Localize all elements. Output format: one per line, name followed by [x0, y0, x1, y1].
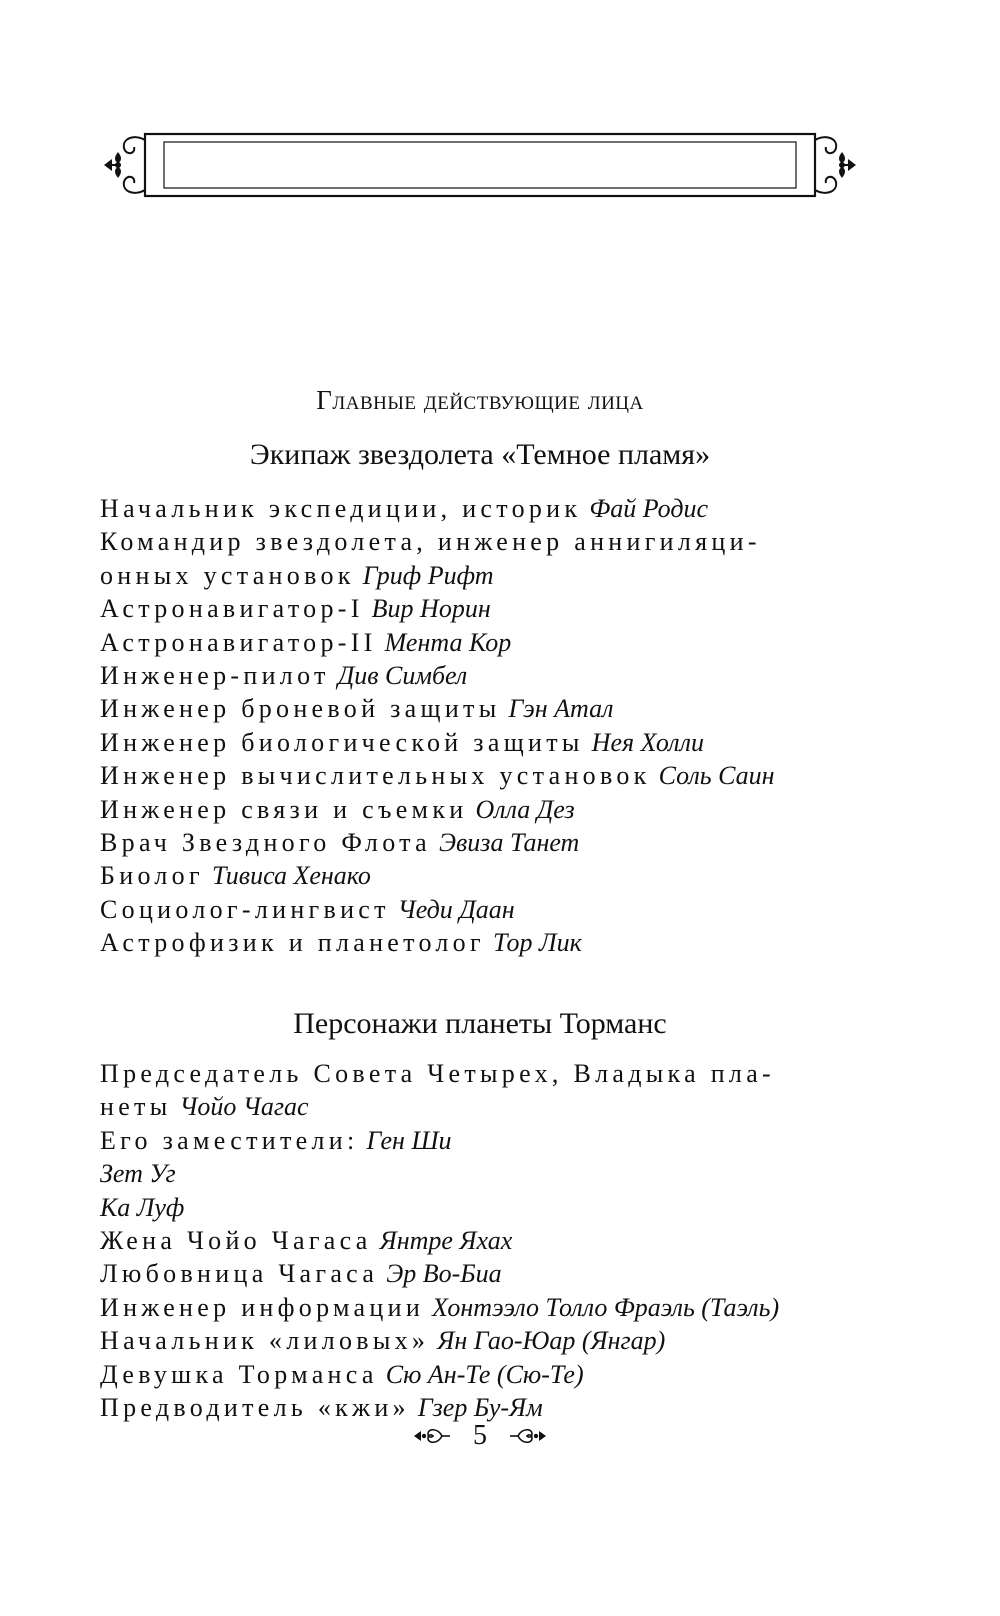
list-item: [100, 692, 860, 725]
list-item: [100, 1157, 860, 1190]
role-text: Командир звездолета, инженер аннигиляци-: [100, 527, 761, 557]
list-item: [100, 1124, 860, 1157]
character-name: Див Симбел: [337, 660, 468, 690]
character-name: Гриф Рифт: [362, 560, 494, 590]
character-name: Ген Ши: [366, 1125, 452, 1155]
list-item: [100, 659, 860, 692]
role-text: Врач Звездного Флота: [100, 827, 431, 857]
role-text: неты: [100, 1092, 172, 1122]
role-text: Инженер связи и съемки: [100, 794, 468, 824]
role-text: Социолог-лингвист: [100, 894, 390, 924]
header-ornament-frame: [100, 130, 860, 200]
list-item: [100, 492, 860, 525]
character-name: Чеди Даан: [397, 894, 515, 924]
list-item: [100, 793, 860, 826]
character-name: Эр Во-Биа: [386, 1259, 502, 1289]
character-name: Ян Гао-Юар (Янгар): [437, 1326, 666, 1356]
role-text: Инженер вычислительных установок: [100, 761, 651, 791]
role-text: Предводитель «кжи»: [100, 1392, 410, 1422]
page-number: 5: [473, 1419, 487, 1451]
planet-list: [100, 1057, 860, 1424]
role-text: Жена Чойо Чагаса: [100, 1225, 372, 1255]
list-item: [100, 1324, 860, 1357]
character-name: Сю Ан-Те (Сю-Те): [385, 1359, 584, 1389]
character-name: Фай Родис: [589, 494, 709, 523]
list-item: [100, 592, 860, 625]
role-text: Любовница Чагаса: [100, 1259, 379, 1289]
role-text: онных установок: [100, 560, 355, 590]
role-text: Инженер информации: [100, 1292, 425, 1322]
list-item: [100, 726, 860, 759]
character-name: Нея Холли: [591, 727, 704, 757]
character-name: Чойо Чагас: [179, 1092, 309, 1122]
list-item: [100, 1191, 860, 1224]
role-text: Инженер броневой защиты: [100, 694, 501, 724]
character-name: Тор Лик: [492, 928, 582, 958]
character-name: Ка Луф: [100, 1192, 185, 1222]
character-name: Мента Кор: [384, 627, 512, 657]
list-item: [100, 559, 860, 592]
role-text: Начальник экспедиции, историк: [100, 494, 582, 523]
list-item: [100, 1291, 860, 1324]
list-item: [100, 926, 860, 959]
role-text: Астронавигатор-II: [100, 627, 377, 657]
character-name: Зет Уг: [100, 1159, 176, 1189]
list-item: [100, 893, 860, 926]
character-name: Эвиза Танет: [438, 827, 580, 857]
character-name: Олла Дез: [475, 794, 575, 824]
list-item: [100, 759, 860, 792]
page-title: Главные действующие лица: [316, 385, 644, 415]
role-text: Девушка Торманса: [100, 1359, 378, 1389]
role-text: Начальник «лиловых»: [100, 1326, 430, 1356]
crew-section-title: Экипаж звездолета «Темное пламя»: [249, 438, 711, 471]
role-text: Инженер-пилот: [100, 660, 330, 690]
list-item: [100, 1358, 860, 1391]
list-item: [100, 826, 860, 859]
page-footer: [0, 1418, 960, 1452]
character-name: Хонтээло Толло Фраэль (Таэль): [432, 1292, 780, 1322]
role-text: Его заместители:: [100, 1125, 359, 1155]
role-text: Астронавигатор-I: [100, 594, 364, 624]
list-item: [100, 859, 860, 892]
character-name: Янтре Яхах: [379, 1225, 513, 1255]
role-text: Биолог: [100, 861, 204, 891]
character-name: Соль Саин: [658, 761, 775, 791]
list-item: [100, 1224, 860, 1257]
list-item: [100, 1090, 860, 1123]
character-name: Гэн Атал: [508, 694, 614, 724]
crew-list: [100, 492, 860, 959]
list-item: [100, 1257, 860, 1290]
planet-section-title: Персонажи планеты Торманс: [293, 1007, 667, 1040]
fleuron-right-icon: [508, 1423, 548, 1449]
role-text: Председатель Совета Четырех, Владыка пла-: [100, 1059, 775, 1088]
list-item: [100, 525, 860, 558]
fleuron-left-icon: [412, 1423, 452, 1449]
character-name: Вир Норин: [371, 594, 491, 624]
role-text: Инженер биологической защиты: [100, 727, 584, 757]
role-text: Астрофизик и планетолог: [100, 928, 485, 958]
list-item: [100, 626, 860, 659]
list-item: [100, 1057, 860, 1090]
character-name: Гзер Бу-Ям: [417, 1392, 543, 1422]
character-name: Тивиса Хенако: [211, 861, 371, 891]
